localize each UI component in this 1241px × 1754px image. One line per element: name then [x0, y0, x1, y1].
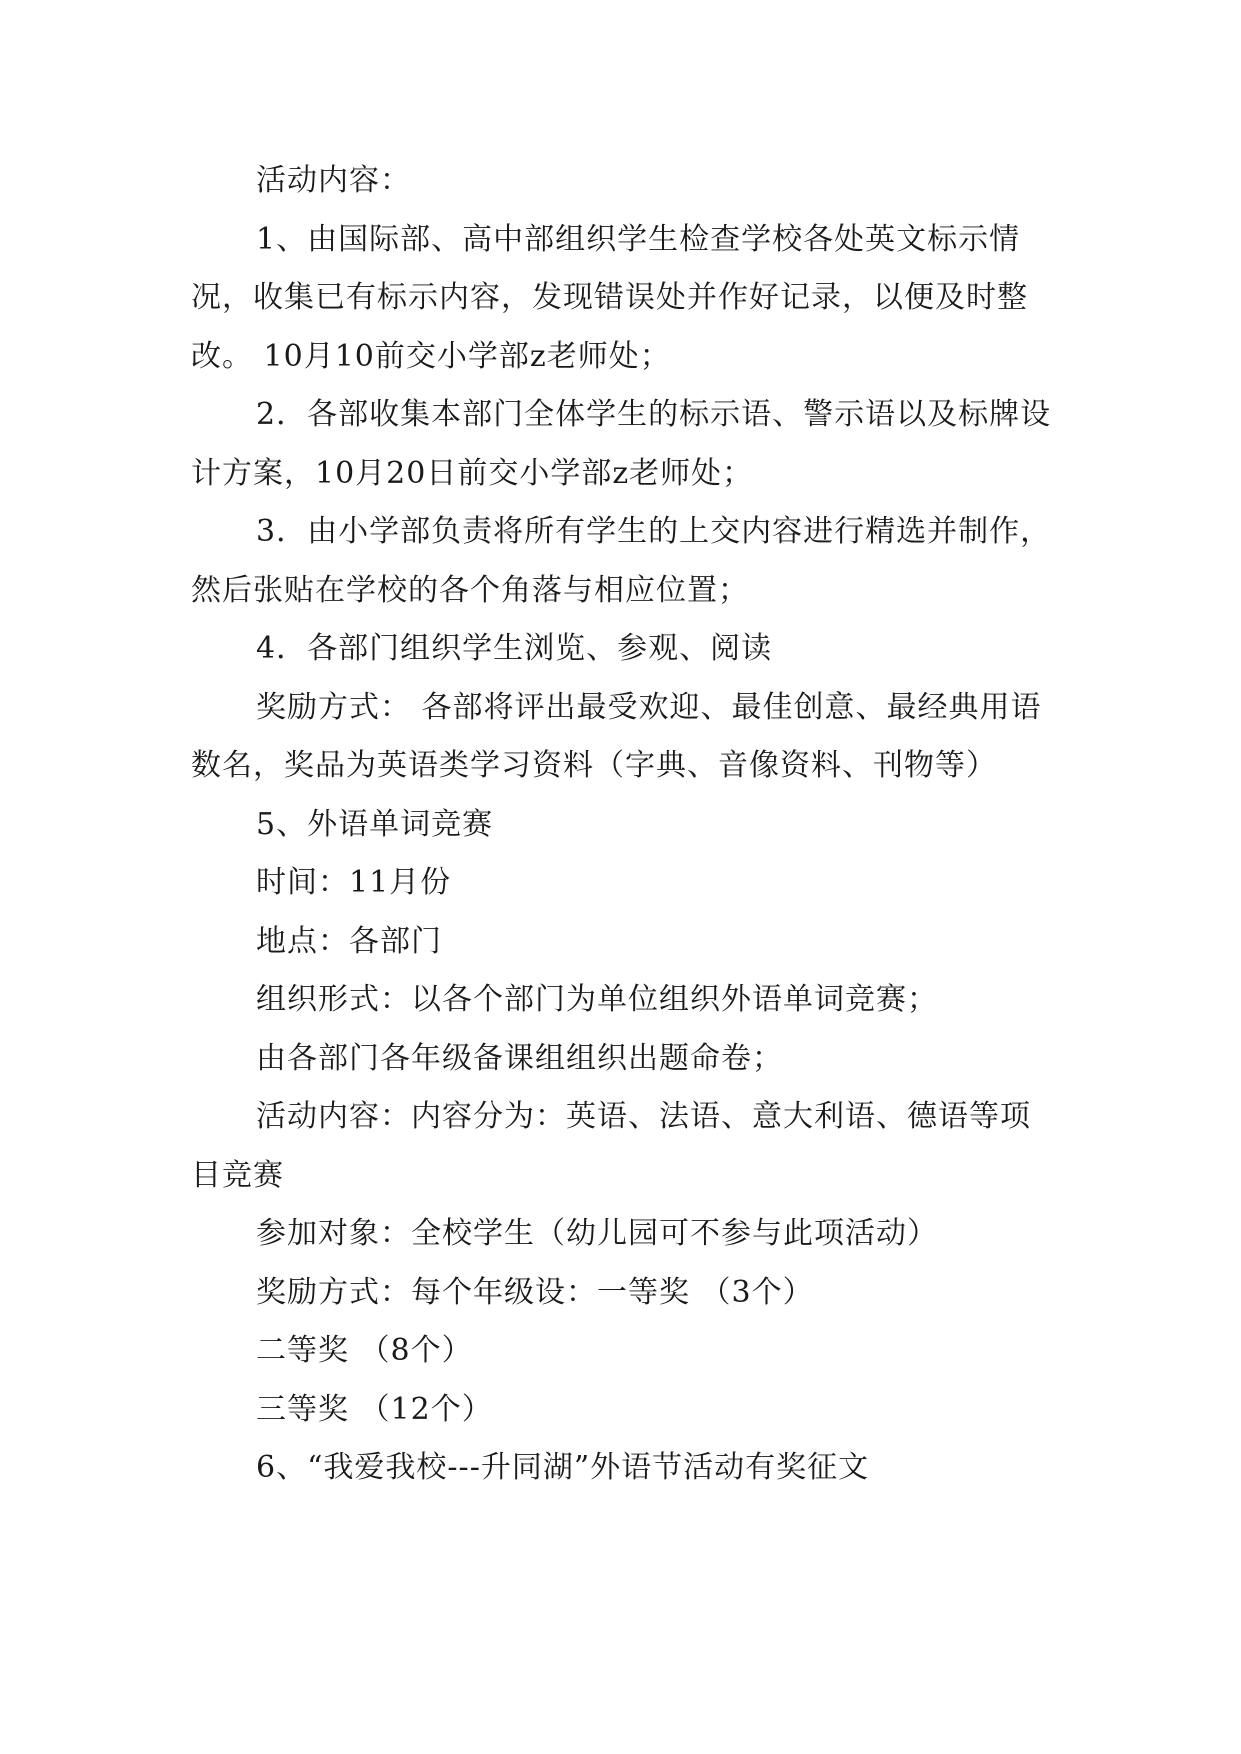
paragraph-participants: 参加对象：全校学生（幼儿园可不参与此项活动）	[256, 1216, 938, 1251]
paragraph-item-3: 3．由小学部负责将所有学生的上交内容进行精选并制作，然后张贴在学校的各个角落与相应位置；	[191, 514, 1052, 608]
paragraph-location: 地点：各部门	[256, 923, 442, 959]
paragraph-item-2: 2．各部收集本部门全体学生的标示语、警示语以及标牌设计方案，10月20日前交小学部z老师处；	[191, 397, 1052, 491]
paragraph-time: 时间：11月份	[256, 865, 452, 900]
paragraph-item-6-heading: 6、“我爱我校---升同湖”外语节活动有奖征文	[256, 1450, 870, 1485]
paragraph-item-5-heading: 5、外语单词竞赛	[256, 806, 494, 842]
paragraph-item-4: 4．各部门组织学生浏览、参观、阅读	[256, 631, 773, 666]
paragraph-reward-method: 奖励方式： 各部将评出最受欢迎、最佳创意、最经典用语数名，奖品为英语类学习资料（字典、音像资料、刊物等）	[191, 689, 1042, 783]
paragraph-competition-content: 活动内容：内容分为：英语、法语、意大利语、德语等项目竞赛	[191, 1099, 1031, 1193]
paragraph-activity-content-heading: 活动内容：	[256, 163, 411, 198]
paragraph-organization-form: 组织形式：以各个部门为单位组织外语单词竞赛；	[256, 982, 938, 1017]
paragraph-awards-third: 三等奖 （12个）	[256, 1391, 493, 1427]
paragraph-awards-first: 奖励方式：每个年级设：一等奖 （3个）	[256, 1274, 814, 1310]
paragraph-exam-preparation: 由各部门各年级备课组组织出题命卷；	[256, 1040, 783, 1076]
document-body	[191, 152, 1057, 1498]
paragraph-awards-second: 二等奖 （8个）	[256, 1333, 473, 1368]
paragraph-item-1: 1、由国际部、高中部组织学生检查学校各处英文标示情况，收集已有标示内容，发现错误处并作好记录，以便及时整改。 10月10前交小学部z老师处；	[191, 221, 1028, 374]
